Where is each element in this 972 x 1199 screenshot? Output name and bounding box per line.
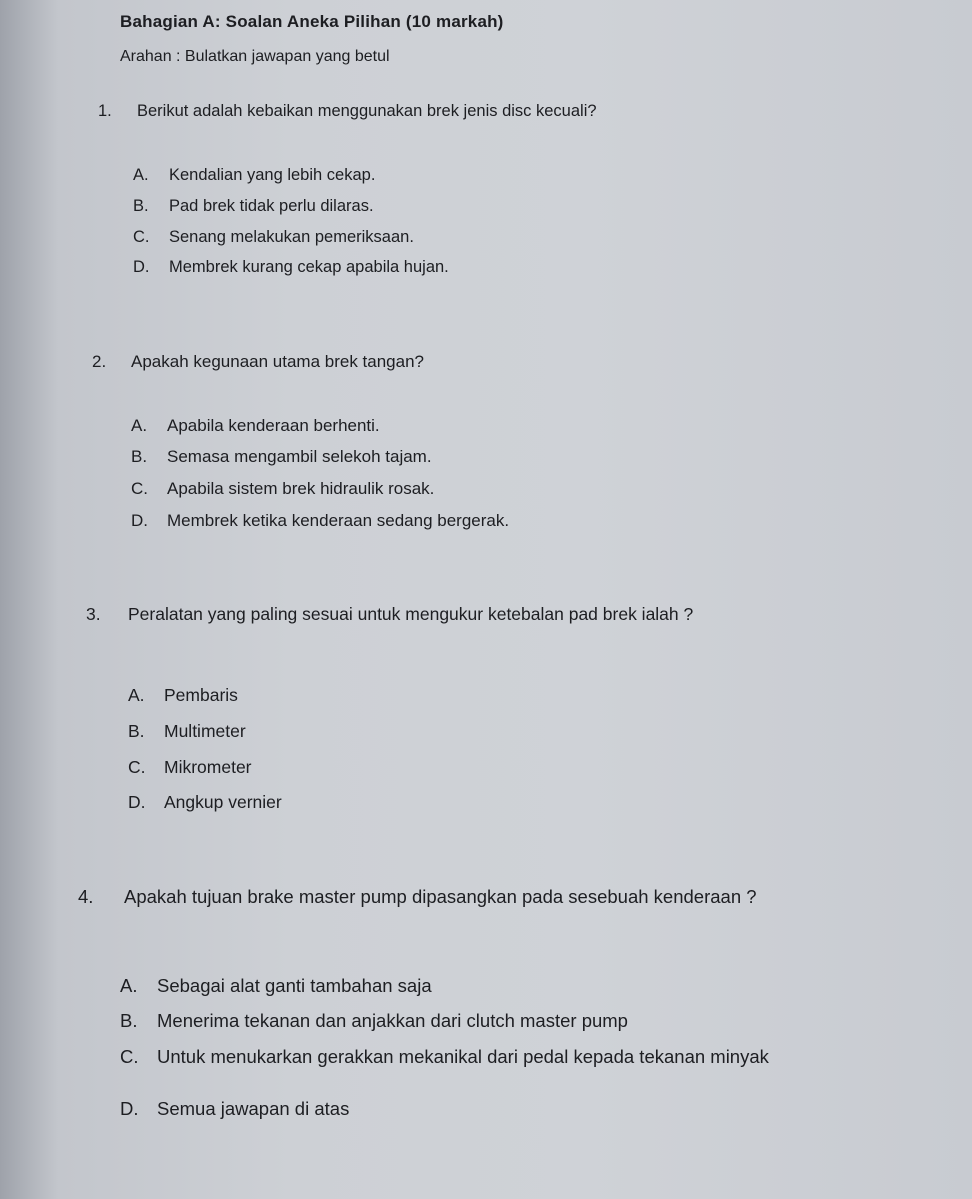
option-letter: D. bbox=[131, 511, 148, 530]
question-text: Peralatan yang paling sesuai untuk mengukur ketebalan pad brek ialah ? bbox=[128, 604, 694, 624]
option-text: Angkup vernier bbox=[164, 792, 282, 812]
option-text: Pembaris bbox=[164, 685, 238, 705]
option-letter: C. bbox=[133, 228, 150, 246]
option-letter: D. bbox=[133, 258, 150, 276]
option-text: Kendalian yang lebih cekap. bbox=[169, 166, 376, 184]
option-text: Apabila kenderaan berhenti. bbox=[167, 416, 380, 435]
section-title: Bahagian A: Soalan Aneka Pilihan (10 markah) bbox=[120, 12, 504, 31]
option-text: Membrek kurang cekap apabila hujan. bbox=[169, 258, 449, 276]
option-text: Sebagai alat ganti tambahan saja bbox=[157, 975, 432, 996]
option-text: Multimeter bbox=[164, 721, 246, 741]
option-letter: C. bbox=[131, 479, 148, 498]
option-letter: C. bbox=[128, 757, 146, 777]
option-letter: A. bbox=[133, 166, 149, 184]
question-text: Apakah kegunaan utama brek tangan? bbox=[131, 352, 425, 371]
option-letter: B. bbox=[120, 1010, 138, 1031]
option-letter: D. bbox=[128, 792, 146, 812]
option-text: Semua jawapan di atas bbox=[157, 1098, 350, 1119]
question-text: Berikut adalah kebaikan menggunakan brek jenis disc kecuali? bbox=[137, 102, 597, 120]
option-text: Membrek ketika kenderaan sedang bergerak. bbox=[167, 511, 510, 530]
question-number: 1. bbox=[98, 102, 112, 120]
question-number: 3. bbox=[86, 604, 101, 624]
option-text: Semasa mengambil selekoh tajam. bbox=[167, 447, 432, 466]
option-text: Senang melakukan pemeriksaan. bbox=[169, 228, 414, 246]
option-text: Mikrometer bbox=[164, 757, 252, 777]
question-number: 4. bbox=[78, 886, 94, 907]
option-text: Apabila sistem brek hidraulik rosak. bbox=[167, 479, 435, 498]
option-letter: B. bbox=[128, 721, 145, 741]
option-letter: A. bbox=[131, 416, 148, 435]
question-number: 2. bbox=[92, 352, 107, 371]
question-text: Apakah tujuan brake master pump dipasangkan pada sesebuah kenderaan ? bbox=[124, 886, 757, 907]
option-letter: D. bbox=[120, 1098, 139, 1119]
instruction-text: Arahan : Bulatkan jawapan yang betul bbox=[120, 48, 390, 65]
option-letter: B. bbox=[131, 447, 148, 466]
option-text: Pad brek tidak perlu dilaras. bbox=[169, 197, 374, 215]
option-letter: A. bbox=[120, 975, 138, 996]
option-letter: A. bbox=[128, 685, 145, 705]
option-text: Untuk menukarkan gerakkan mekanikal dari pedal kepada tekanan minyak bbox=[157, 1046, 769, 1067]
option-text: Menerima tekanan dan anjakkan dari clutch master pump bbox=[157, 1010, 628, 1031]
option-letter: B. bbox=[133, 197, 149, 215]
option-letter: C. bbox=[120, 1046, 139, 1067]
